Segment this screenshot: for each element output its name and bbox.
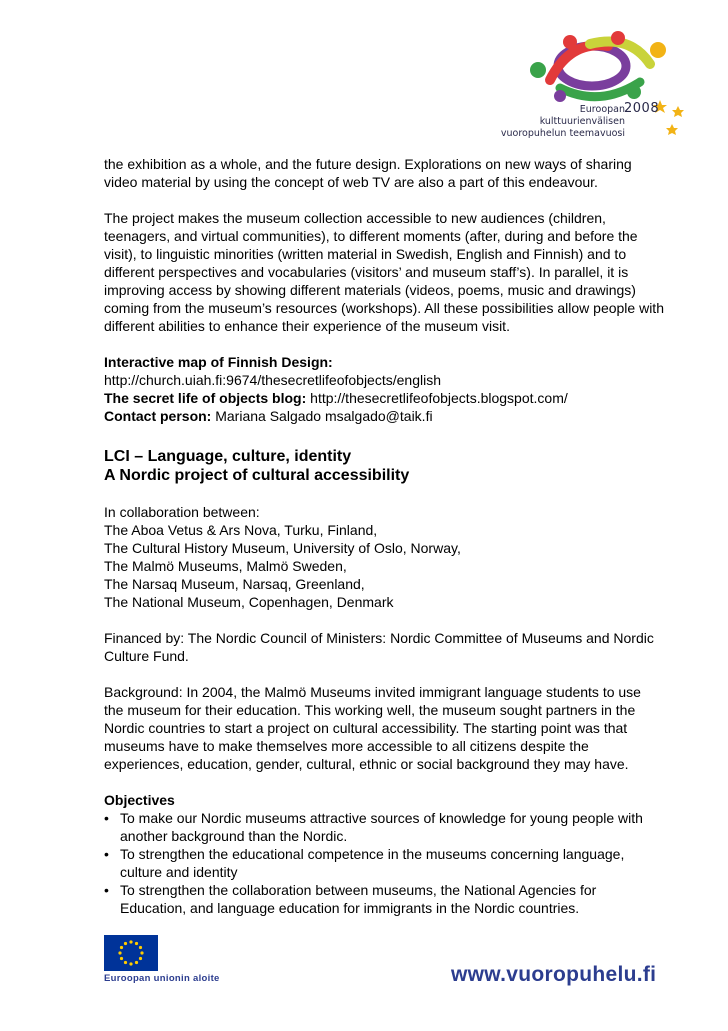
logo-line-2: vuoropuhelun teemavuosi xyxy=(500,128,625,139)
eu-initiative-text: Euroopan unionin aloite xyxy=(104,973,220,984)
footer-website-link[interactable]: www.vuoropuhelu.fi xyxy=(451,963,657,986)
logo-line-1: Euroopan kulttuurienvälisen xyxy=(539,104,625,127)
contact-line xyxy=(104,407,664,425)
partner-item: The National Museum, Copenhagen, Denmark xyxy=(104,594,394,610)
document-body xyxy=(104,155,664,917)
logo-caption xyxy=(500,104,625,140)
intro-paragraph-2: The project makes the museum collection accessible to new audiences (children, teenagers, and virtual communities), to different moments (after, during and before the visit), to linguistic minorities (written material in Swedish, English and Finnish) and to different perspectives and vocabularies (visitors’ and museum staff’s). In parallel, it is improving access by showing different materials (videos, poems, music and drawings) coming from the museum’s resources (workshops). All these possibilities allow people with different abilities to enhance their experience of the museum visit. xyxy=(104,210,664,334)
blog-url[interactable]: http://thesecretlifeofobjects.blogspot.com/ xyxy=(310,390,568,406)
map-label: Interactive map of Finnish Design: xyxy=(104,354,333,370)
partner-item: The Cultural History Museum, University of Oslo, Norway, xyxy=(104,540,461,556)
collaboration-intro: In collaboration between: xyxy=(104,504,260,520)
blog-link-line xyxy=(104,389,664,407)
partner-item: The Narsaq Museum, Narsaq, Greenland, xyxy=(104,576,365,592)
blog-label: The secret life of objects blog: xyxy=(104,390,307,406)
map-link-line xyxy=(104,353,664,389)
map-url[interactable]: http://church.uiah.fi:9674/thesecretlifeofobjects/english xyxy=(104,372,441,388)
objective-item: • To make our Nordic museums attractive sources of knowledge for young people with another background than the Nordic. xyxy=(104,809,664,845)
background-paragraph: Background: In 2004, the Malmö Museums invited immigrant language students to use the museum for their education. This working well, the museum sought partners in the Nordic countries to start a project on cultural accessibility. The starting point was that museums have to make themselves more accessible to all citizens despite the experiences, education, gender, cultural, ethnic or social background they may have. xyxy=(104,684,641,772)
section-title-1: LCI – Language, culture, identity xyxy=(104,448,352,465)
intro-paragraph-1: the exhibition as a whole, and the future design. Explorations on new ways of sharing video material by using the concept of web TV are also a part of this endeavour. xyxy=(104,156,632,190)
eu-flag-icon xyxy=(104,935,158,971)
logo-year: 2008 xyxy=(624,101,660,116)
section-title-2: A Nordic project of cultural accessibility xyxy=(104,467,410,484)
partner-item: The Aboa Vetus & Ars Nova, Turku, Finland, xyxy=(104,522,378,538)
partner-item: The Malmö Museums, Malmö Sweden, xyxy=(104,558,347,574)
financed-paragraph: Financed by: The Nordic Council of Ministers: Nordic Committee of Museums and Nordic Culture Fund. xyxy=(104,630,654,664)
objective-item: • To strengthen the educational competence in the museums concerning language, culture and identity xyxy=(104,845,664,881)
objectives-list xyxy=(104,809,664,917)
contact-label: Contact person: xyxy=(104,408,212,424)
objectives-title: Objectives xyxy=(104,792,175,808)
contact-value[interactable]: Mariana Salgado msalgado@taik.fi xyxy=(215,408,433,424)
objective-item: • To strengthen the collaboration between museums, the National Agencies for Education, and language education for immigrants in the Nordic countries. xyxy=(104,881,664,917)
